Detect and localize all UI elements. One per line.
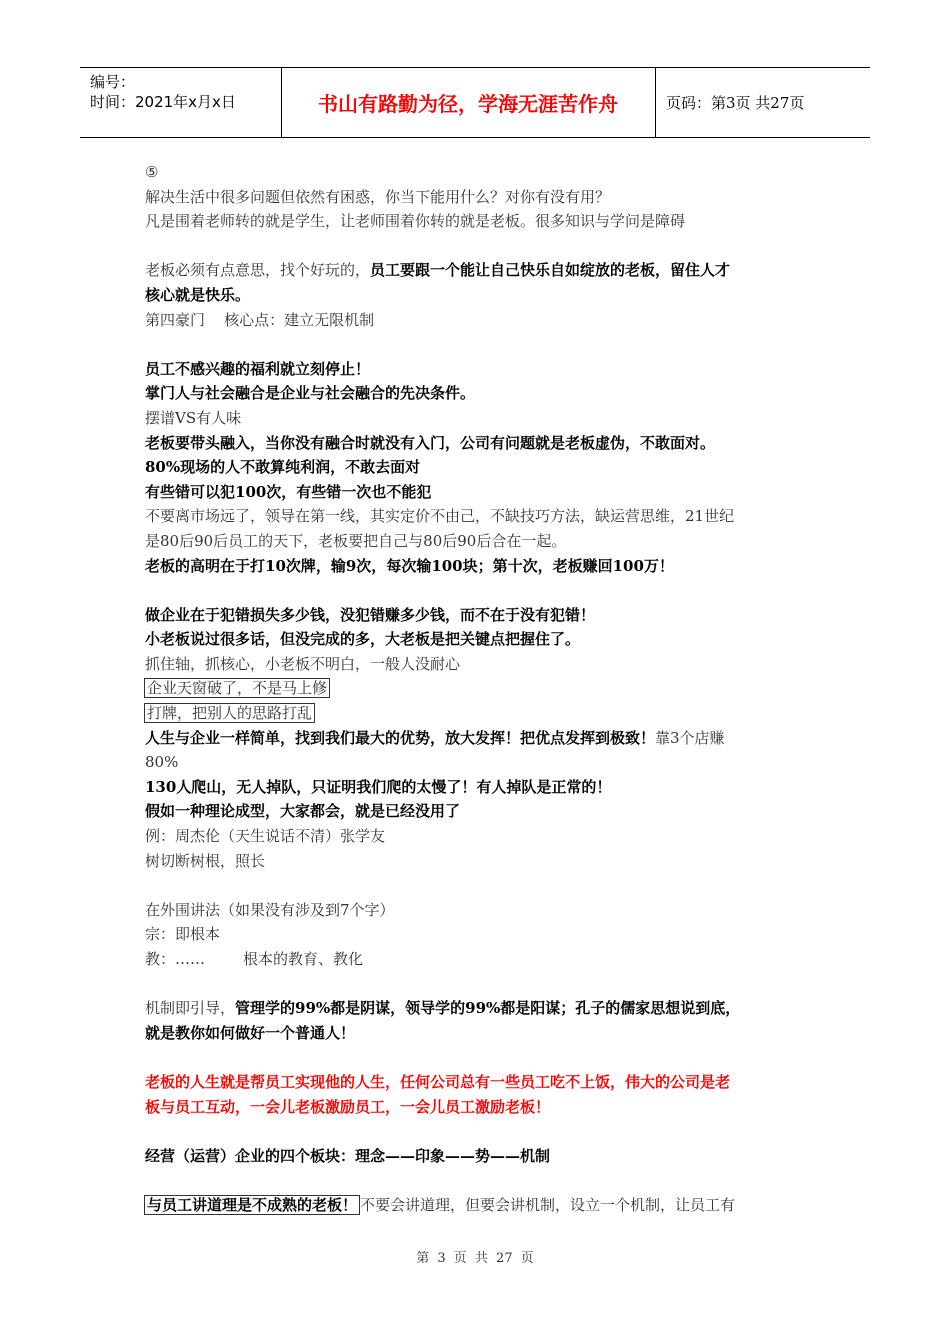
text-run: 根本的教育、教化 <box>243 950 364 968</box>
text-line <box>145 1193 825 1218</box>
document-body <box>145 160 825 1218</box>
header-motto: 书山有路勤为径，学海无涯苦作舟 <box>318 92 618 116</box>
bold-line: 80%现场的人不敢算纯利润，不敢去面对 <box>145 458 421 477</box>
text-line: 宗：即根本 <box>145 925 221 944</box>
bold-line: 员工不感兴趣的福利就立刻停止！ <box>145 359 371 378</box>
text-run: 教：…… <box>145 950 206 968</box>
bold-line: 有些错可以犯100次，有些错一次也不能犯 <box>145 482 432 501</box>
red-bold-line: 老板的人生就是帮员工实现他的人生，任何公司总有一些员工吃不上饭，伟大的公司是老 <box>145 1072 731 1091</box>
text-line <box>145 258 825 283</box>
bold-run: 人生与企业一样简单，找到我们最大的优势，放大发挥！把优点发挥到极致！ <box>145 728 656 747</box>
page-footer: 第 3 页 共 27 页 <box>416 1251 534 1266</box>
bold-run: 管理学的99%都是阴谋，领导学的99%都是阳谋；孔子的儒家思想说到底， <box>235 999 741 1018</box>
bold-line: 就是教你如何做好一个普通人！ <box>145 1023 356 1042</box>
header-meta <box>90 72 236 112</box>
text-line: 在外围讲法（如果没有涉及到7个字） <box>145 900 395 919</box>
text-run: 不要会讲道理，但要会讲机制，设立一个机制，让员工有 <box>360 1195 736 1214</box>
bold-line: 掌门人与社会融合是企业与社会融合的先决条件。 <box>145 384 476 403</box>
header-divider <box>655 68 656 137</box>
text-line <box>145 676 825 701</box>
text-line <box>145 996 825 1021</box>
bold-line: 小老板说过很多话，但没完成的多，大老板是把关键点把握住了。 <box>145 630 581 649</box>
header-page-info: 页码：第3页 共27页 <box>666 94 805 112</box>
number-label: 编号： <box>90 73 136 91</box>
text-line: 不要离市场远了，领导在第一线，其实定价不由己，不缺技巧方法，缺运营思维，21世纪 <box>145 507 735 526</box>
text-line: ⑤ <box>145 163 159 181</box>
text-line: 是80后90后员工的天下，老板要把自己与80后90后合在一起。 <box>145 531 567 550</box>
text-line: 第四豪门 核心点：建立无限机制 <box>145 310 375 329</box>
text-line <box>145 726 825 751</box>
text-line <box>145 701 825 726</box>
text-line: 树切断树根，照长 <box>145 851 266 870</box>
boxed-bold-text: 与员工讲道理是不成熟的老板！ <box>144 1195 360 1215</box>
text-run: 机制即引导， <box>145 999 236 1018</box>
bold-line: 做企业在于犯错损失多少钱，没犯错赚多少钱，而不在于没有犯错！ <box>145 605 596 624</box>
text-line: 凡是围着老师转的就是学生，让老师围着你转的就是老板。很多知识与学问是障碍 <box>145 212 686 231</box>
boxed-text: 打牌，把别人的思路打乱 <box>144 703 315 723</box>
text-line: 例：周杰伦（天生说话不清）张学友 <box>145 827 386 846</box>
red-bold-line: 板与员工互动，一会儿老板激励员工，一会儿员工激励老板！ <box>145 1097 551 1116</box>
text-line <box>145 947 825 972</box>
bold-line: 经营（运营）企业的四个板块：理念——印象——势——机制 <box>145 1146 551 1165</box>
text-line: 摆谱VS有人味 <box>145 408 242 427</box>
time-label: 时间：2021年x月x日 <box>90 93 236 111</box>
boxed-text: 企业天窗破了，不是马上修 <box>144 678 330 698</box>
bold-line: 130人爬山，无人掉队，只证明我们爬的太慢了！有人掉队是正常的！ <box>145 777 612 796</box>
bold-line: 假如一种理论成型，大家都会，就是已经没用了 <box>145 802 461 821</box>
text-line: 80% <box>145 753 179 772</box>
bold-line: 老板要带头融入，当你没有融合时就没有入门，公司有问题就是老板虚伪，不敢面对。 <box>145 433 716 452</box>
page-header <box>80 67 870 138</box>
text-run: 靠3个店赚 <box>655 728 725 747</box>
text-line: 抓住轴，抓核心，小老板不明白，一般人没耐心 <box>145 654 461 673</box>
bold-line: 老板的高明在于打10次牌，输9次，每次输100块；第十次，老板赚回100万！ <box>145 556 674 575</box>
text-line: 解决生活中很多问题但依然有困惑，你当下能用什么？对你有没有用？ <box>145 187 611 206</box>
bold-run: 员工要跟一个能让自己快乐自如绽放的老板，留住人才 <box>370 261 731 280</box>
text-run: 老板必须有点意思，找个好玩的， <box>145 261 371 280</box>
bold-line: 核心就是快乐。 <box>145 285 251 304</box>
